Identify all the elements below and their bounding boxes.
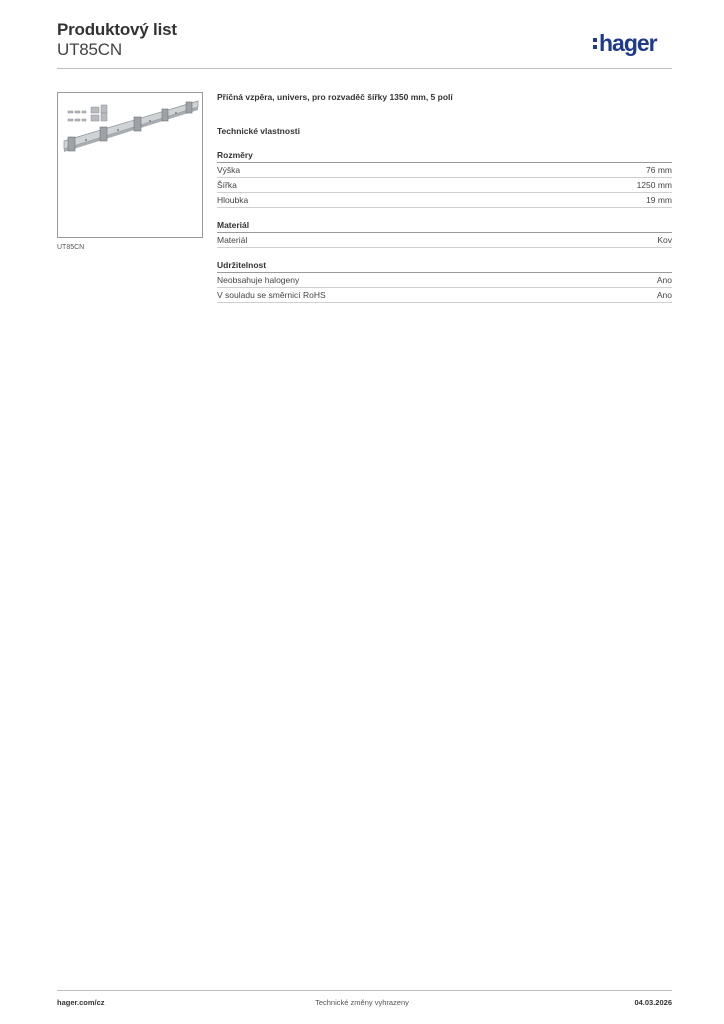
- spec-value: 19 mm: [646, 195, 672, 205]
- spec-value: Ano: [656, 275, 672, 285]
- spec-label: Výška: [217, 165, 241, 175]
- spec-value: 1250 mm: [636, 180, 672, 190]
- spec-value: Kov: [657, 235, 672, 245]
- spec-row: [217, 193, 672, 208]
- group-sustainability: [217, 260, 672, 303]
- product-description: Příčná vzpěra, univers, pro rozvaděč šířky 1350 mm, 5 polí: [217, 92, 453, 102]
- footer-divider: [57, 990, 672, 991]
- footer-note: Technické změny vyhrazeny: [315, 998, 409, 1007]
- hager-logo: [592, 28, 674, 58]
- spec-value: Ano: [656, 290, 672, 300]
- image-caption: UT85CN: [57, 244, 85, 251]
- technical-heading: Technické vlastnosti: [217, 126, 300, 136]
- spec-row: [217, 163, 672, 178]
- product-code: UT85CN: [57, 40, 122, 59]
- group-title: Rozměry: [217, 150, 672, 163]
- svg-text:hager: hager: [599, 30, 657, 56]
- document-title: Produktový list: [57, 20, 177, 39]
- group-material: [217, 220, 672, 248]
- spec-row: [217, 178, 672, 193]
- spec-value: 76 mm: [646, 165, 672, 175]
- content-area: [217, 92, 672, 303]
- spec-row: [217, 288, 672, 303]
- footer-website[interactable]: hager.com/cz: [57, 998, 105, 1007]
- header-divider: [57, 68, 672, 69]
- spec-label: Materiál: [217, 235, 248, 245]
- spec-row: [217, 273, 672, 288]
- product-image: [57, 92, 203, 238]
- footer-date: 04.03.2026: [634, 998, 672, 1007]
- spec-label: V souladu se směrnicí RoHS: [217, 290, 326, 300]
- group-title: Udržitelnost: [217, 260, 672, 273]
- group-title: Materiál: [217, 220, 672, 233]
- spec-row: [217, 233, 672, 248]
- spec-label: Neobsahuje halogeny: [217, 275, 300, 285]
- spec-label: Šířka: [217, 180, 237, 190]
- spec-label: Hloubka: [217, 195, 249, 205]
- group-dimensions: [217, 150, 672, 208]
